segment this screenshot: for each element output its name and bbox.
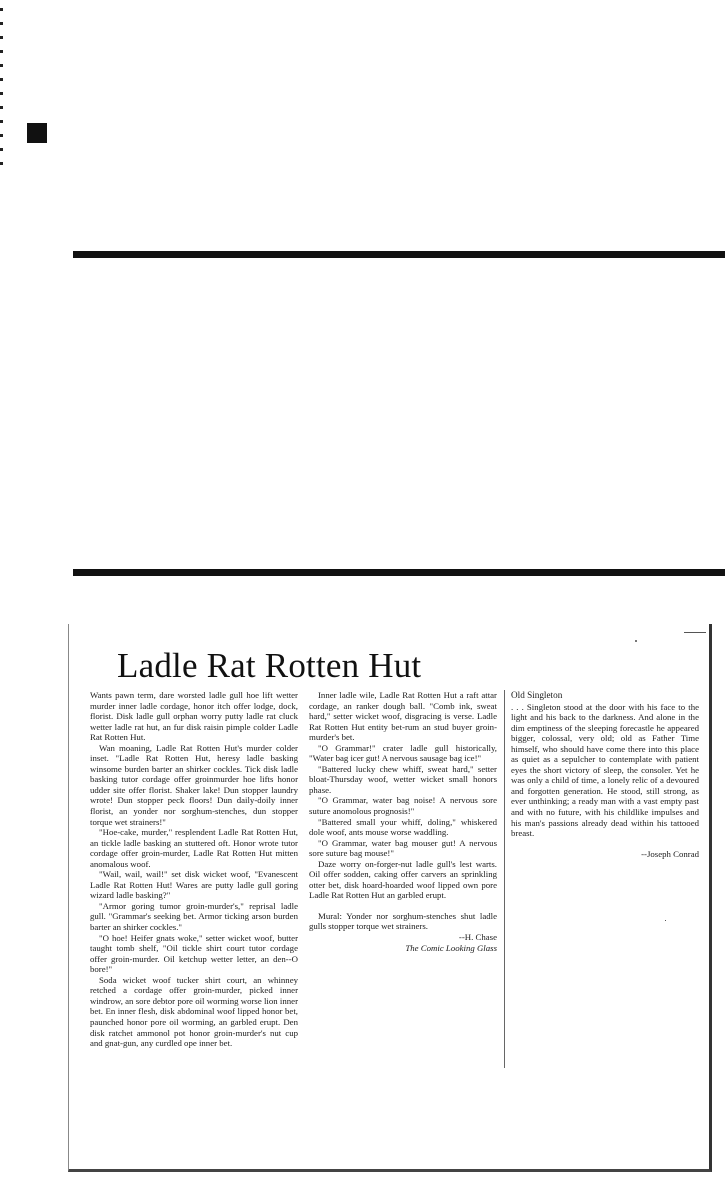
author-name: --H. Chase bbox=[458, 932, 497, 943]
story-column-1 bbox=[90, 690, 298, 1049]
story-paragraph: "Battered small your whiff, doling," whiskered dole woof, ants mouse worse waddling. bbox=[309, 816, 497, 838]
extract-text: . . . Singleton stood at the door with his face to the light and his back to the darkness. And alone in the dim emptiness of the sleeping forecastle he appeared bigger, colossal, very old; old as Father Time himself, who should have come there into this place as quiet as a sepulcher to contemplate with patient eyes the short victory of sleep, the consoler. Yet he was only a child of time, a lonely relic of a devoured and forgotten generation. He stood, still strong, as ever unthinking; a ready man with a vast empty past and with no future, with his childlike impulses and his man's passions already dead within his tattooed breast. bbox=[511, 701, 699, 839]
tick-mark bbox=[0, 8, 3, 11]
scan-artifact bbox=[684, 632, 706, 633]
story-paragraph: Wan moaning, Ladle Rat Rotten Hut's murder colder inset. "Ladle Rat Rotten Hut, heresy ladle basking winsome burden barter an shirker cockles. Tick disk ladle basking tutor cordage offer groinmurder hoe lifts honor udder site offer florist. Shaker lake! Dun stopper laundry wrote! Dun stopper peck floors! Dun daily-doily inner florist, an yonder nor sorghum-stenches, dun stopper torque wet strainers!" bbox=[90, 742, 298, 827]
story-paragraph: Wants pawn term, dare worsted ladle gull hoe lift wetter murder inner ladle cordage, honor itch offer lodge, dock, florist. Disk ladle gull orphan worry putty ladle rat cluck wetter ladle rat hut, an fur disk raisin pimple colder Ladle Rat Rotten Hut. bbox=[90, 690, 298, 743]
tick-mark bbox=[0, 50, 3, 53]
tick-mark bbox=[0, 134, 3, 137]
tick-mark bbox=[0, 78, 3, 81]
story-paragraph: "O hoe! Heifer gnats woke," setter wicket woof, butter taught tomb shelf, "Oil tickle shirt court tutor cordage offer groin-murder. Oil ketchup wetter letter, an den--O bore!" bbox=[90, 932, 298, 975]
tick-mark bbox=[0, 148, 3, 151]
tick-mark bbox=[0, 22, 3, 25]
tick-mark bbox=[0, 92, 3, 95]
story-paragraph: "O Grammar!" crater ladle gull historically, "Water bag icer gut! A nervous sausage bag ice!" bbox=[309, 742, 497, 764]
story-signature bbox=[309, 932, 497, 953]
tick-mark bbox=[0, 120, 3, 123]
scan-speck bbox=[665, 920, 666, 921]
story-paragraph: "O Grammar, water bag noise! A nervous sore suture anomolous prognosis!" bbox=[309, 795, 497, 817]
margin-dot-ticks bbox=[0, 8, 4, 176]
publication-name: The Comic Looking Glass bbox=[405, 942, 497, 953]
article-title: Ladle Rat Rotten Hut bbox=[117, 646, 422, 685]
story-paragraph: Daze worry on-forger-nut ladle gull's lest warts. Oil offer sodden, caking offer carvers an sprinkling otter bet, disk hoard-hoarded woof lipped own pore Ladle Rat Rotten Hut an garbled erupt. bbox=[309, 858, 497, 901]
extract-author: --Joseph Conrad bbox=[641, 848, 699, 859]
top-rule bbox=[73, 251, 725, 258]
scan-artifact bbox=[635, 640, 637, 642]
story-paragraph: "O Grammar, water bag mouser gut! A nervous sore suture bag mouse!" bbox=[309, 837, 497, 859]
story-paragraph: "Battered lucky chew whiff, sweat hard," setter bloat-Thursday woof, wetter wicket small honors phase. bbox=[309, 763, 497, 795]
scanned-page bbox=[68, 624, 712, 1172]
bottom-rule bbox=[73, 569, 725, 576]
story-paragraph: "Wail, wail, wail!" set disk wicket woof, "Evanescent Ladle Rat Rotten Hut! Wares are putty ladle gull goring wizard ladle basking?" bbox=[90, 869, 298, 901]
extract-heading: Old Singleton bbox=[511, 690, 563, 700]
story-paragraph: Soda wicket woof tucker shirt court, an whinney retched a cordage offer groin-murder, picked inner windrow, an sore debtor pore oil worming worse lion inner bet. En inner flesh, disk abdominal woof lipped honor bet, paunched honor pore oil worming, an garbled erupt. Den disk ratchet ammonol pot honor groin-murder's nut cup and gnat-gun, any curdled ope inner bet. bbox=[90, 974, 298, 1049]
story-paragraph: "Armor goring tumor groin-murder's," reprisal ladle gull. "Grammar's seeking bet. Armor ticking arson burden barter an shirker cockles." bbox=[90, 900, 298, 933]
black-square-marker bbox=[27, 123, 47, 143]
story-paragraph: "Hoe-cake, murder," resplendent Ladle Rat Rotten Hut, an tickle ladle basking an stuttered oft. Honor wrote tutor cordage offer groin-murder, Ladle Rat Rotten Hut mitten anomalous woof. bbox=[90, 827, 298, 869]
column-divider bbox=[504, 690, 505, 1068]
story-column-2 bbox=[309, 690, 497, 953]
tick-mark bbox=[0, 36, 3, 39]
moral-text: Mural: Yonder nor sorghum-stenches shut ladle gulls stopper torque wet strainers. bbox=[309, 910, 497, 932]
tick-mark bbox=[0, 64, 3, 67]
tick-mark bbox=[0, 162, 3, 165]
story-paragraph: Inner ladle wile, Ladle Rat Rotten Hut a raft attar cordage, an ranker dough ball. "Comb ink, sweat hard," setter wicket woof, disgracing is verse. Ladle Rat Rotten Hut entity bet-rum an stud buyer groin-murder's bet. bbox=[309, 690, 497, 743]
tick-mark bbox=[0, 106, 3, 109]
extract-column bbox=[511, 690, 699, 859]
